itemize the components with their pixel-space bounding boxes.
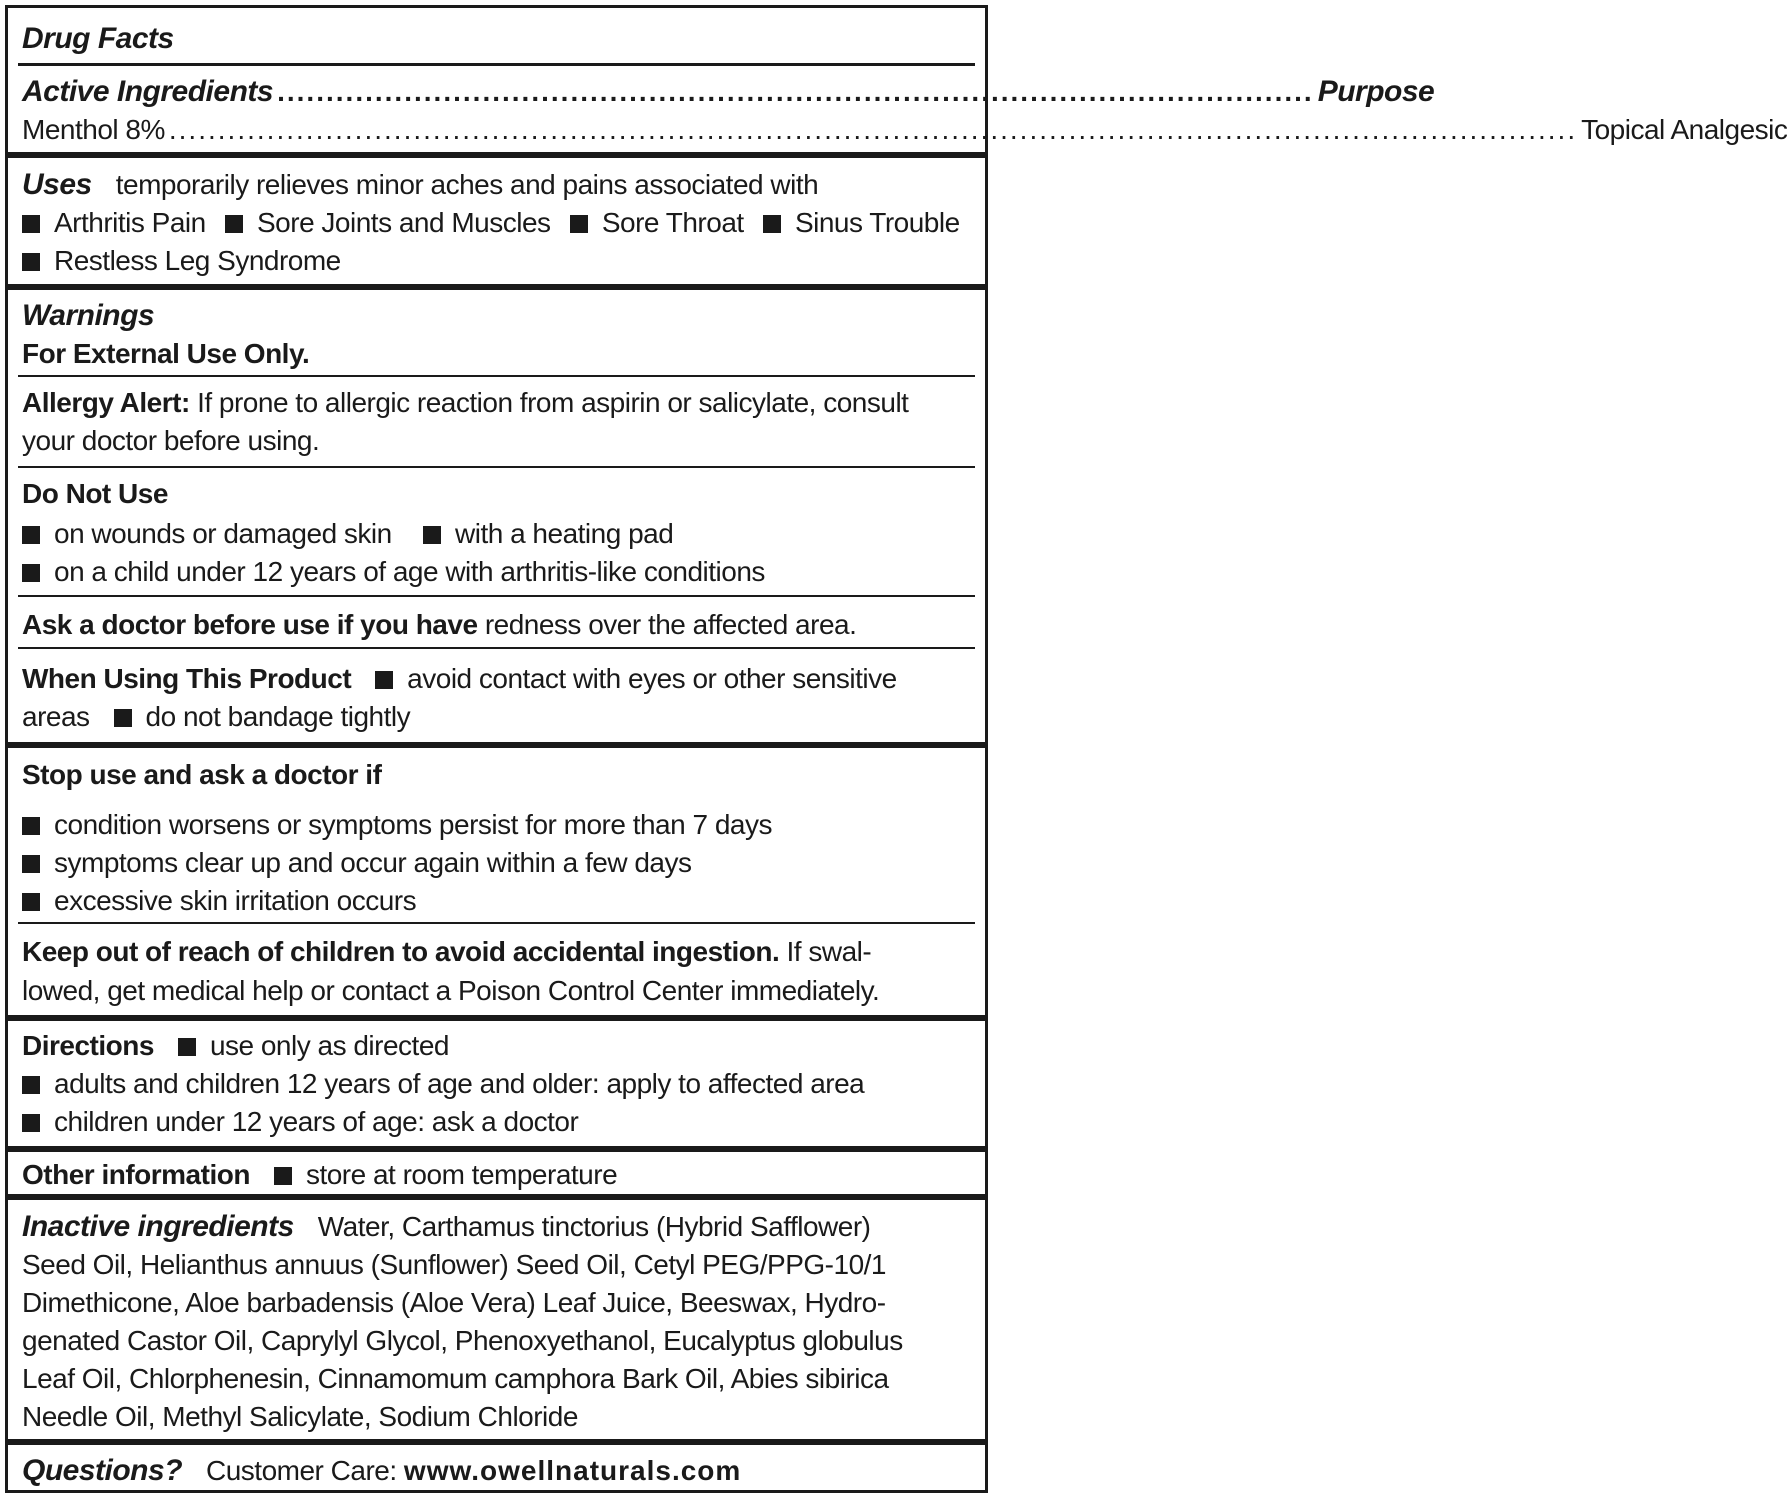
active-purpose: Topical Analgesic bbox=[1581, 114, 1787, 145]
inactive-line: genated Castor Oil, Caprylyl Glycol, Phenoxyethanol, Eucalyptus globulus bbox=[22, 1325, 903, 1356]
leader-dots: ................................................................................................................................................ bbox=[168, 114, 1578, 145]
ask-doctor-text: redness over the affected area. bbox=[484, 609, 857, 640]
when-using-line-2 bbox=[22, 698, 971, 736]
warnings-heading: Warnings bbox=[22, 299, 155, 332]
divider-thick bbox=[8, 1146, 985, 1152]
when-using-item: do not bandage tightly bbox=[145, 701, 411, 732]
leader-dots: .......................................................................................................... bbox=[277, 76, 1314, 107]
questions-heading: Questions? bbox=[22, 1454, 183, 1487]
do-not-use-line-2 bbox=[22, 553, 971, 591]
divider bbox=[18, 647, 975, 649]
bullet-icon bbox=[423, 526, 441, 544]
panel-title: Drug Facts bbox=[22, 22, 174, 55]
divider bbox=[18, 63, 975, 66]
uses-intro: temporarily relieves minor aches and pains associated with bbox=[115, 169, 819, 200]
active-row bbox=[22, 111, 1787, 149]
bullet-icon bbox=[22, 526, 40, 544]
when-using-item-cont: areas bbox=[22, 701, 90, 732]
questions-line bbox=[22, 1452, 971, 1490]
allergy-line-2: your doctor before using. bbox=[22, 425, 320, 456]
customer-care-label: Customer Care: bbox=[206, 1455, 397, 1486]
divider-thick bbox=[8, 742, 985, 748]
keep-out-text: If swal- bbox=[786, 936, 872, 967]
bullet-icon bbox=[22, 564, 40, 582]
when-using-item: avoid contact with eyes or other sensitive bbox=[407, 663, 897, 694]
do-not-use-item: on wounds or damaged skin bbox=[54, 518, 392, 549]
divider bbox=[18, 375, 975, 377]
divider-thick bbox=[8, 1015, 985, 1021]
directions-item: children under 12 years of age: ask a doctor bbox=[54, 1106, 579, 1137]
bullet-icon bbox=[22, 215, 40, 233]
allergy-text: If prone to allergic reaction from aspirin or salicylate, consult bbox=[197, 387, 909, 418]
active-ingredient: Menthol 8% bbox=[22, 114, 165, 145]
keep-out-heading: Keep out of reach of children to avoid accidental ingestion. bbox=[22, 936, 780, 967]
bullet-icon bbox=[22, 1076, 40, 1094]
bullet-icon bbox=[763, 215, 781, 233]
bullet-icon bbox=[225, 215, 243, 233]
bullet-icon bbox=[570, 215, 588, 233]
divider-thick bbox=[8, 152, 985, 158]
divider-thick bbox=[8, 1439, 985, 1445]
uses-item: Arthritis Pain bbox=[54, 207, 206, 238]
allergy-line-1 bbox=[22, 384, 971, 422]
ask-doctor-heading: Ask a doctor before use if you have bbox=[22, 609, 478, 640]
inactive-heading: Inactive ingredients bbox=[22, 1210, 294, 1243]
uses-line-1 bbox=[22, 166, 971, 204]
drug-facts-panel bbox=[5, 5, 1787, 1493]
bullet-icon bbox=[22, 1114, 40, 1132]
stop-use-item bbox=[22, 806, 971, 844]
ask-doctor-line bbox=[22, 606, 971, 644]
uses-item: Sinus Trouble bbox=[794, 207, 960, 238]
other-info-item: store at room temperature bbox=[305, 1159, 618, 1190]
divider bbox=[18, 466, 975, 468]
purpose-heading: Purpose bbox=[1317, 75, 1435, 108]
bullet-icon bbox=[22, 817, 40, 835]
stop-use-text: symptoms clear up and occur again within a few days bbox=[54, 847, 692, 878]
directions-line-2 bbox=[22, 1065, 971, 1103]
divider bbox=[18, 922, 975, 924]
directions-item: adults and children 12 years of age and older: apply to affected area bbox=[54, 1068, 865, 1099]
website-link[interactable]: www.owellnaturals.com bbox=[403, 1455, 742, 1486]
do-not-use-heading: Do Not Use bbox=[22, 478, 168, 509]
bullet-icon bbox=[274, 1167, 292, 1185]
stop-use-item bbox=[22, 882, 971, 920]
divider-thick bbox=[8, 1194, 985, 1200]
when-using-heading: When Using This Product bbox=[22, 663, 352, 694]
inactive-line: Leaf Oil, Chlorphenesin, Cinnamomum camphora Bark Oil, Abies sibirica bbox=[22, 1363, 889, 1394]
inactive-line: Seed Oil, Helianthus annuus (Sunflower) Seed Oil, Cetyl PEG/PPG-10/1 bbox=[22, 1249, 886, 1280]
stop-use-item bbox=[22, 844, 971, 882]
stop-use-text: condition worsens or symptoms persist for more than 7 days bbox=[54, 809, 772, 840]
do-not-use-line-1 bbox=[22, 515, 971, 553]
directions-item: use only as directed bbox=[209, 1030, 449, 1061]
bullet-icon bbox=[22, 253, 40, 271]
active-header bbox=[22, 73, 1435, 111]
divider bbox=[18, 595, 975, 597]
stop-use-text: excessive skin irritation occurs bbox=[54, 885, 417, 916]
bullet-icon bbox=[22, 893, 40, 911]
divider-thick bbox=[8, 284, 985, 290]
uses-item: Sore Joints and Muscles bbox=[257, 207, 551, 238]
other-info-heading: Other information bbox=[22, 1159, 250, 1190]
active-ingredients-heading: Active Ingredients bbox=[22, 75, 274, 108]
inactive-line: Needle Oil, Methyl Salicylate, Sodium Chloride bbox=[22, 1401, 578, 1432]
bullet-icon bbox=[178, 1038, 196, 1056]
external-use: For External Use Only. bbox=[22, 338, 310, 369]
inactive-line: Dimethicone, Aloe barbadensis (Aloe Vera) Leaf Juice, Beeswax, Hydro- bbox=[22, 1287, 886, 1318]
directions-heading: Directions bbox=[22, 1030, 154, 1061]
when-using-line-1 bbox=[22, 660, 971, 698]
directions-line-1 bbox=[22, 1027, 971, 1065]
keep-out-line-1 bbox=[22, 933, 971, 971]
bullet-icon bbox=[114, 709, 132, 727]
uses-line-3 bbox=[22, 242, 971, 280]
do-not-use-item: on a child under 12 years of age with arthritis-like conditions bbox=[54, 556, 765, 587]
uses-heading: Uses bbox=[22, 168, 92, 201]
uses-item: Restless Leg Syndrome bbox=[54, 245, 341, 276]
inactive-line-1 bbox=[22, 1208, 971, 1246]
directions-line-3 bbox=[22, 1103, 971, 1141]
bullet-icon bbox=[375, 671, 393, 689]
allergy-heading: Allergy Alert: bbox=[22, 387, 190, 418]
uses-item: Sore Throat bbox=[601, 207, 744, 238]
inactive-text: Water, Carthamus tinctorius (Hybrid Safflower) bbox=[317, 1211, 871, 1242]
other-info-line bbox=[22, 1156, 971, 1194]
uses-line-2 bbox=[22, 204, 971, 242]
do-not-use-item: with a heating pad bbox=[455, 518, 674, 549]
keep-out-line-2: lowed, get medical help or contact a Poison Control Center immediately. bbox=[22, 975, 880, 1006]
stop-use-heading: Stop use and ask a doctor if bbox=[22, 759, 382, 790]
bullet-icon bbox=[22, 855, 40, 873]
